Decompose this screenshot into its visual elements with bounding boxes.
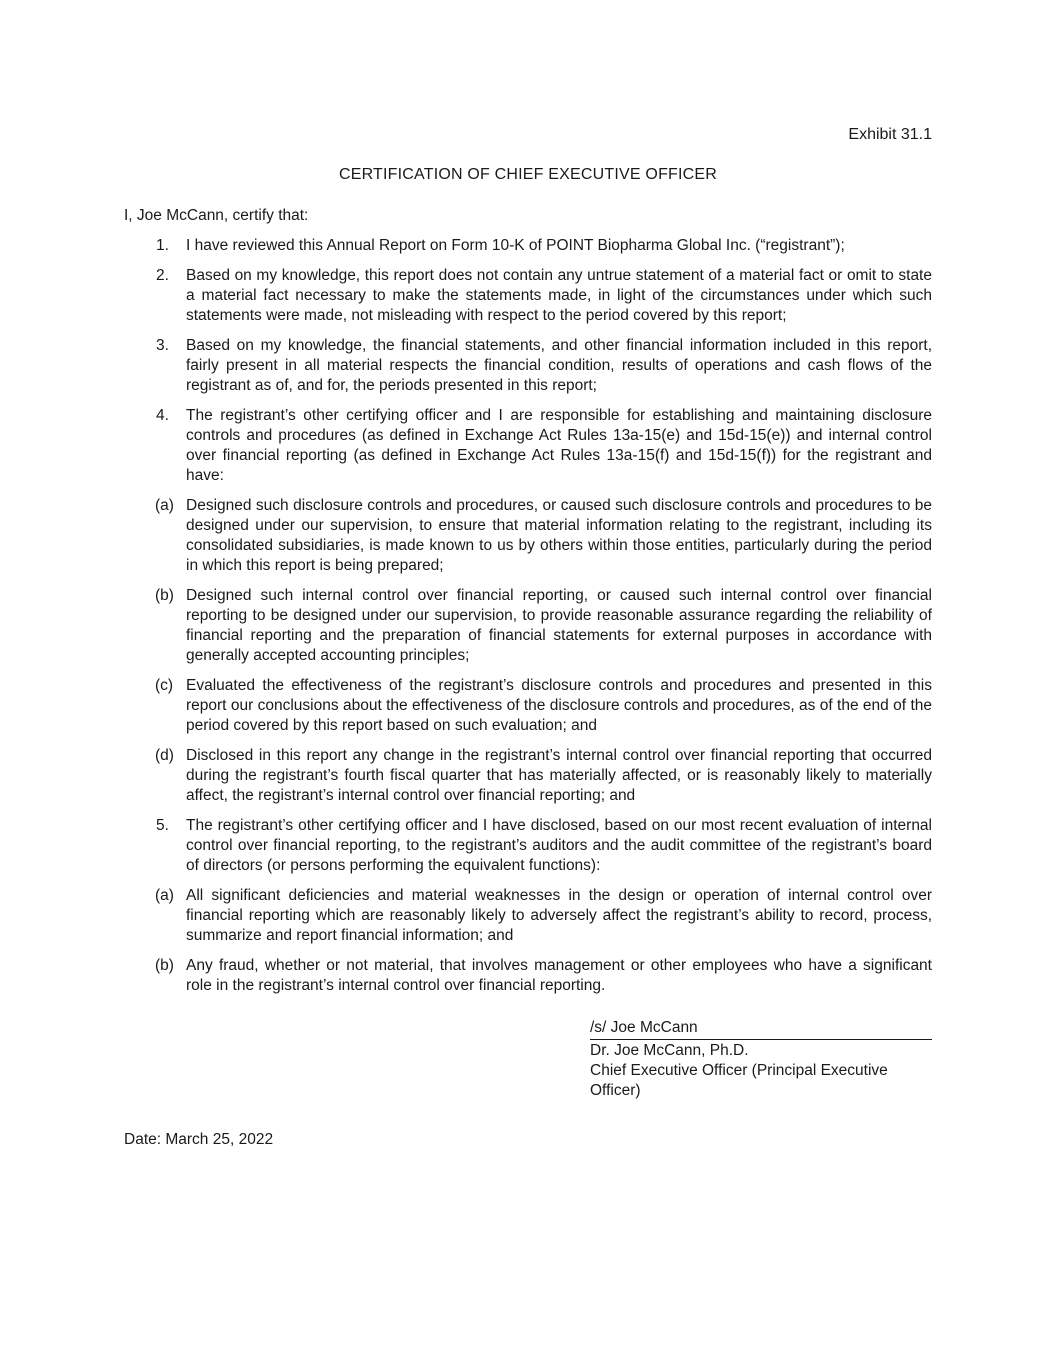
list-item [124,816,932,876]
sub-list [124,886,932,996]
intro-statement: I, Joe McCann, certify that: [124,207,309,224]
sub-item [124,746,932,806]
signer-name: Dr. Joe McCann, Ph.D. [590,1042,749,1059]
sub-item-text: Designed such internal control over financial reporting, or caused such internal control over financial reporting to be designed under our supervision, to provide reasonable assurance regarding the reliability of financial reporting and the preparation of financial statements for external purposes in accordance with generally accepted accounting principles; [186,587,932,664]
signer-title: Chief Executive Officer (Principal Executive Officer) [590,1062,888,1099]
sub-item-label: (d) [155,747,174,764]
sub-item-text: Designed such disclosure controls and procedures, or caused such disclosure controls and procedures to be designed under our supervision, to ensure that material information relating to the registrant, including its consolidated subsidiaries, is made known to us by others within those entities, particularly during the period in which this report is being prepared; [186,497,932,574]
signature-block [590,1018,932,1101]
list-item [124,236,932,256]
sub-item-text: Any fraud, whether or not material, that involves management or other employees who have a significant role in the registrant’s internal control over financial reporting. [186,957,932,994]
document-title: CERTIFICATION OF CHIEF EXECUTIVE OFFICER [338,166,718,183]
item-number: 1. [156,237,169,254]
item-text: I have reviewed this Annual Report on Form 10-K of POINT Biopharma Global Inc. (“registrant”); [186,237,845,254]
sub-item-label: (c) [155,677,174,694]
certification-list [124,236,932,1006]
sub-item-label: (a) [155,497,174,514]
item-number: 4. [156,407,169,424]
list-item [124,406,932,486]
item-text: Based on my knowledge, the financial statements, and other financial information included in this report, fairly present in all material respects the financial condition, results of operations and cash flows of the registrant as of, and for, the periods presented in this report; [186,337,932,394]
item-number: 2. [156,267,169,284]
sub-item-label: (b) [155,957,174,974]
sub-item-text: Evaluated the effectiveness of the registrant’s disclosure controls and procedures and presented in this report our conclusions about the effectiveness of the disclosure controls and procedures, as of the end of the period covered by this report based on such evaluation; and [186,677,932,734]
item-text: The registrant’s other certifying officer and I have disclosed, based on our most recent evaluation of internal control over financial reporting, to the registrant’s auditors and the audit committee of the registrant’s board of directors (or persons performing the equivalent functions): [186,817,932,874]
list-item [124,266,932,326]
item-number: 5. [156,817,169,834]
item-text: Based on my knowledge, this report does not contain any untrue statement of a material fact or omit to state a material fact necessary to make the statements made, in light of the circumstances under which such statements were made, not misleading with respect to the period covered by this report; [186,267,932,324]
list-item [124,336,932,396]
exhibit-label: Exhibit 31.1 [848,126,932,143]
item-text: The registrant’s other certifying officer and I are responsible for establishing and maintaining disclosure controls and procedures (as defined in Exchange Act Rules 13a-15(e) and 15d-15(e)) and internal control over financial reporting (as defined in Exchange Act Rules 13a-15(f) and 15d-15(f)) for the registrant and have: [186,407,932,484]
sub-list [124,496,932,806]
signature-date: Date: March 25, 2022 [124,1131,274,1148]
sub-item [124,676,932,736]
sub-item [124,956,932,996]
sub-item-label: (a) [155,887,174,904]
sub-item-label: (b) [155,587,174,604]
item-number: 3. [156,337,169,354]
signature-line: /s/ Joe McCann [590,1018,932,1040]
sub-item-text: All significant deficiencies and material weaknesses in the design or operation of internal control over financial reporting which are reasonably likely to adversely affect the registrant’s ability to record, process, summarize and report financial information; and [186,887,932,944]
sub-item [124,586,932,666]
sub-item [124,886,932,946]
sub-item [124,496,932,576]
sub-item-text: Disclosed in this report any change in the registrant’s internal control over financial reporting that occurred during the registrant’s fourth fiscal quarter that has materially affected, or is reasonably likely to materially affect, the registrant’s internal control over financial reporting; and [186,747,932,804]
